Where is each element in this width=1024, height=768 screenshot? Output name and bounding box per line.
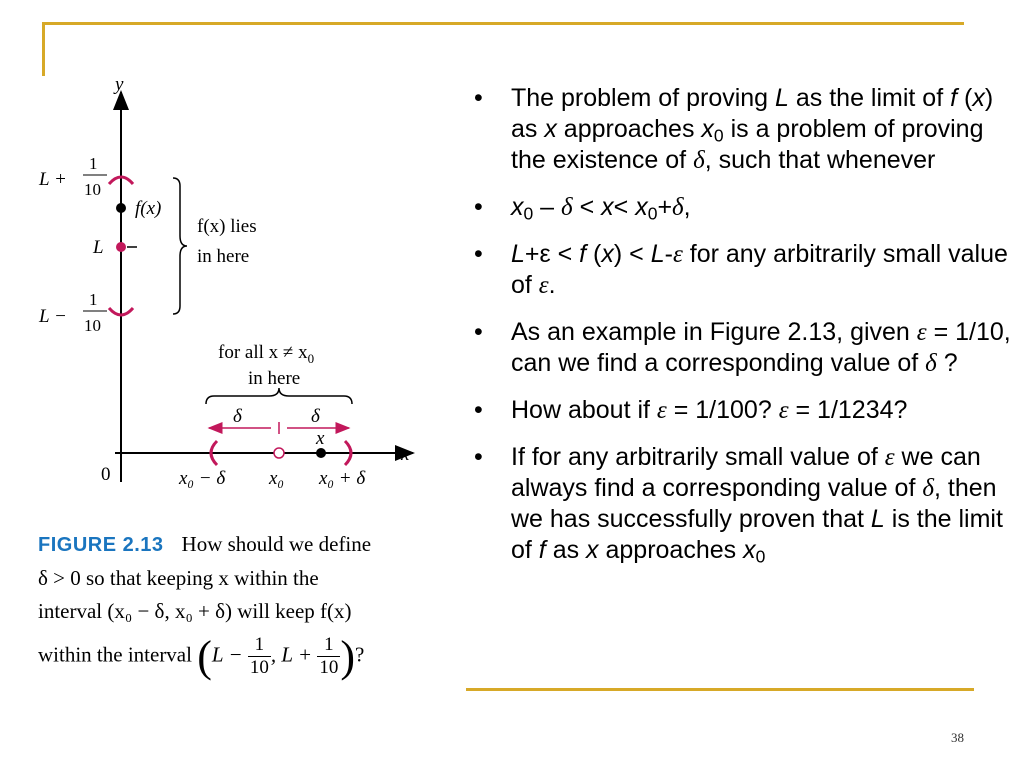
y-mid-label: L: [93, 237, 104, 258]
caption-interval-left: L −: [211, 642, 243, 667]
caption-text-1: How should we define: [181, 532, 372, 556]
caption-open-paren: (: [197, 632, 212, 681]
bullet-4: • As an example in Figure 2.13, given ε = 1/10, can we find a corresponding value of δ ?: [470, 317, 1015, 379]
figure-2-13-diagram: [25, 70, 425, 500]
bullet-5: • How about if ε = 1/100? ε = 1/1234?: [470, 395, 1015, 426]
caption-frac-1-num: 1: [248, 634, 271, 657]
frame-bottom-rule: [466, 688, 974, 691]
delta-right-label: δ: [311, 406, 320, 427]
bullet-1: • The problem of proving L as the limit of f (x) as x approaches $x_0$ is a problem of proving the existence of δ, such that whenever: [470, 83, 1015, 176]
delta-left-label: δ: [233, 406, 242, 427]
caption-end: ?: [355, 642, 365, 667]
x-tick-right: x₀ + δ: [319, 468, 366, 489]
y-axis-label: y: [115, 74, 124, 95]
fx-point: [116, 203, 126, 213]
limit-point: [116, 242, 126, 252]
caption-frac-2-num: 1: [317, 634, 340, 657]
y-upper-num: 1: [89, 154, 98, 173]
y-lower-den: 10: [84, 316, 101, 335]
x-point-label: x: [316, 428, 325, 449]
y-upper-label: L +: [39, 169, 67, 190]
figure-caption: [38, 528, 478, 679]
bullet-2: • $x_0 - \delta < x< x_0+\delta$,: [470, 192, 1015, 223]
bullet-6: • If for any arbitrarily small value of ε we can always find a corresponding value of δ, then we has successfully proven that L is the limit of f as x approaches $x_0$: [470, 442, 1015, 566]
caption-frac-2: [317, 634, 340, 679]
brace-text-line2: in here: [197, 246, 250, 267]
y-lower-num: 1: [89, 290, 98, 309]
caption-line-2: δ > 0 so that keeping x within the: [38, 566, 319, 590]
caption-line4-prefix: within the interval: [38, 642, 192, 667]
y-lower-label: L −: [39, 306, 67, 327]
page-number: 38: [951, 730, 964, 745]
y-interval-brace: [173, 178, 187, 314]
caption-frac-2-den: 10: [319, 657, 339, 678]
caption-interval-mid: , L +: [270, 642, 313, 667]
x-tick-mid: x₀: [269, 468, 285, 489]
x-axis-label: x: [401, 444, 410, 465]
caption-frac-1-den: 10: [249, 657, 269, 678]
forall-line2: in here: [248, 368, 301, 389]
bullet-list: [470, 83, 1015, 582]
fx-label: f(x): [135, 198, 162, 219]
x-interval-brace: [206, 388, 352, 404]
caption-close-paren: ): [340, 632, 355, 681]
x-point: [316, 448, 326, 458]
x0-open-point: [274, 448, 284, 458]
caption-line-4: [38, 634, 478, 679]
x-tick-left: x₀ − δ: [179, 468, 226, 489]
caption-label: FIGURE 2.13: [38, 534, 164, 556]
caption-line-1: [38, 528, 478, 562]
forall-line1: for all $x \ne x_0$: [218, 342, 315, 366]
frame-top-rule: [42, 22, 964, 25]
frame-left-rule: [42, 22, 45, 76]
caption-frac-1: [248, 634, 271, 679]
bullet-3: • L+ε < f (x) < L-ε for any arbitrarily small value of ε.: [470, 239, 1015, 301]
caption-line-3: interval (x₀ − δ, x₀ + δ) will keep f(x): [38, 599, 352, 623]
origin-label: 0: [101, 464, 111, 485]
brace-text-line1: f(x) lies: [197, 216, 257, 237]
y-upper-den: 10: [84, 180, 101, 199]
